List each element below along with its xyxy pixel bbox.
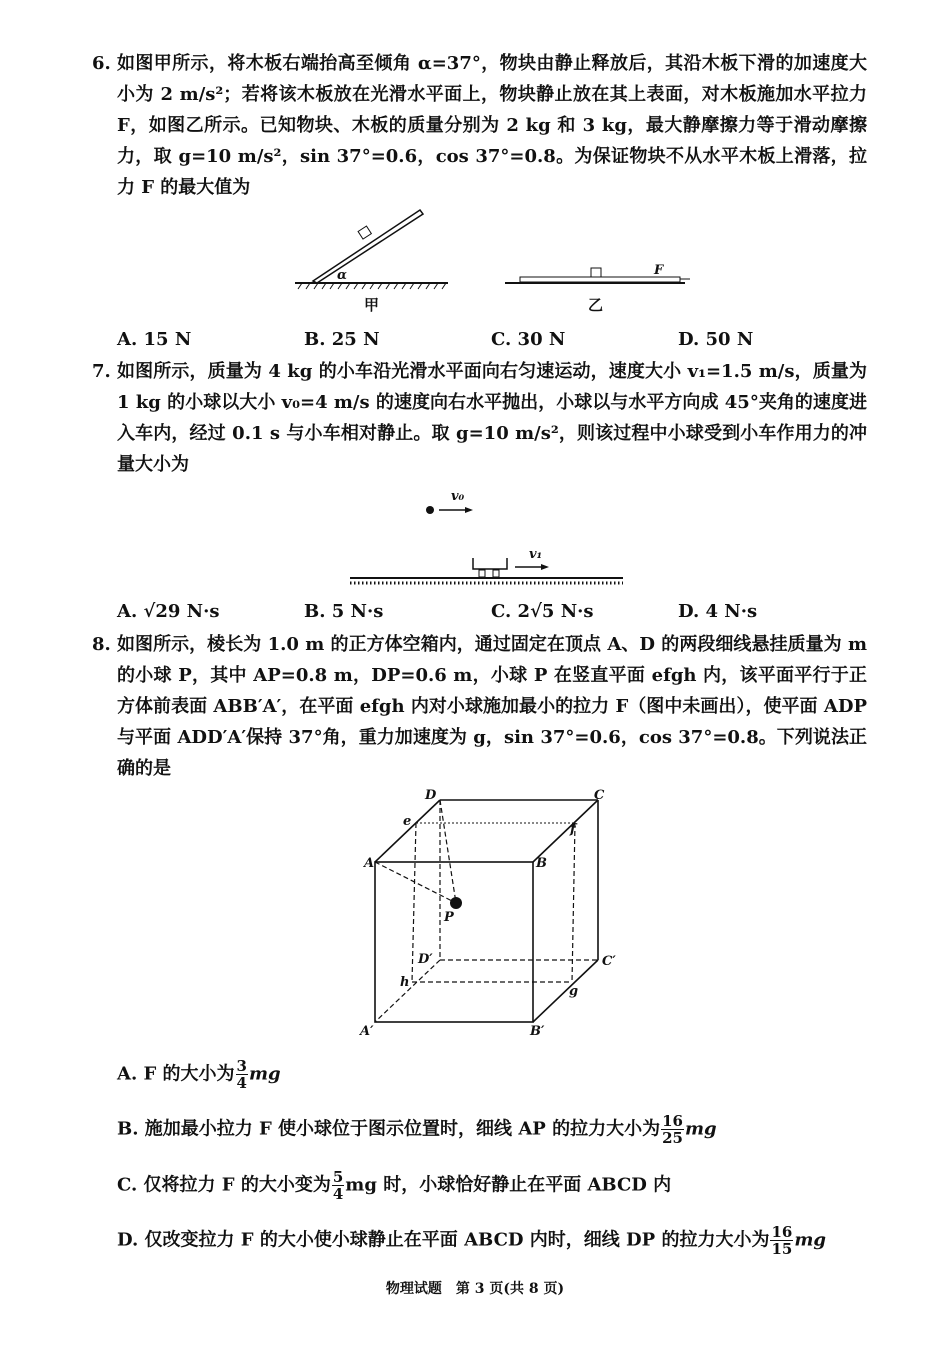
figure-cube <box>350 785 630 1045</box>
vertex-a-prime-label: A′ <box>360 1024 374 1039</box>
block <box>358 226 371 239</box>
question-8 <box>92 629 867 784</box>
denominator: 25 <box>662 1129 683 1147</box>
figure-q7 <box>345 480 635 590</box>
question-text: 如图甲所示，将木板右端抬高至倾角 α=37°，物块由静止释放后，其沿木板下滑的加速度大小为 2 m/s²；若将该木板放在光滑水平面上，物块静止放在其上表面，对木板施加水平拉力 F，如图乙所示。已知物块、木板的质量分别为 2 kg 和 3 kg，最大静摩擦力等于滑动摩擦力，取 g=10 m/s²，sin 37°=0.6，cos 37°=0.8。为保证物块不从水平木板上滑落，拉力 F 的最大值为 <box>117 53 867 198</box>
block <box>591 268 601 277</box>
point-f-label: f <box>570 822 576 837</box>
option-a[interactable]: A. √29 N·s <box>117 601 220 622</box>
numerator: 16 <box>771 1223 793 1241</box>
option-d[interactable]: D. 4 N·s <box>678 601 758 622</box>
question-number: 7. <box>92 361 111 382</box>
inclined-board <box>313 210 423 283</box>
option-a[interactable]: A. 15 N <box>117 329 192 350</box>
point-e-label: e <box>403 814 412 829</box>
option-text: A. F 的大小为 <box>117 1063 235 1085</box>
page-header-cut <box>0 36 950 42</box>
question-text: 如图所示，棱长为 1.0 m 的正方体空箱内，通过固定在顶点 A、D 的两段细线悬挂质量为 m 的小球 P，其中 AP=0.8 m，DP=0.6 m，小球 P 在竖直平面 efgh 内，该平面平行于正方体前表面 ABB′A′，在平面 efgh 内对小球施加最小的拉力 F（图中未画出），使平面 ADP 与平面 ADD′A′保持 37°角，重力加速度为 g，sin 37°=0.6，cos 37°=0.8。下列说法正确的是 <box>117 634 867 779</box>
option-suffix: mg <box>684 1118 717 1140</box>
option-text: D. 仅改变拉力 F 的大小使小球静止在平面 ABCD 内时，细线 DP 的拉力大小为 <box>117 1229 770 1251</box>
v0-label: v₀ <box>451 489 465 504</box>
figure-yi-label: 乙 <box>588 296 604 314</box>
fraction <box>332 1169 344 1202</box>
option-b[interactable]: B. 5 N·s <box>304 601 384 622</box>
cart <box>473 558 507 569</box>
vertex-a-label: A <box>364 856 375 871</box>
ball <box>426 506 434 514</box>
figure-q6 <box>280 200 700 320</box>
option-b[interactable]: B. 25 N <box>304 329 380 350</box>
denominator: 4 <box>332 1185 344 1203</box>
question-number: 8. <box>92 634 111 655</box>
option-a[interactable] <box>117 1058 281 1091</box>
option-suffix: mg <box>248 1063 281 1085</box>
figure-jia-label: 甲 <box>364 296 380 314</box>
option-d[interactable] <box>117 1224 826 1257</box>
point-h-label: h <box>400 975 410 990</box>
point-g-label: g <box>569 984 579 999</box>
vertex-b-prime-label: B′ <box>530 1024 545 1039</box>
option-b[interactable] <box>117 1113 717 1146</box>
vertex-c-prime-label: C′ <box>602 954 616 969</box>
fraction <box>770 1224 793 1257</box>
option-c[interactable]: C. 30 N <box>491 329 566 350</box>
option-suffix: mg 时，小球恰好静止在平面 ABCD 内 <box>345 1174 672 1196</box>
option-c[interactable]: C. 2√5 N·s <box>491 601 594 622</box>
question-7 <box>92 356 867 480</box>
ball-p <box>450 897 462 909</box>
numerator: 16 <box>662 1112 683 1130</box>
denominator: 4 <box>236 1074 247 1092</box>
alpha-label: α <box>337 268 348 283</box>
question-6 <box>92 48 867 203</box>
vertex-c-label: C <box>594 788 605 803</box>
numerator: 5 <box>332 1168 344 1186</box>
question-text: 如图所示，质量为 4 kg 的小车沿光滑水平面向右匀速运动，速度大小 v₁=1.5 m/s，质量为 1 kg 的小球以大小 v₀=4 m/s 的速度向右水平抛出，小球以与水平方向成 45°夹角的速度进入车内，经过 0.1 s 与小车相对静止。取 g=10 m/s²，则该过程中小球受到小车作用力的冲量大小为 <box>117 361 867 475</box>
fraction <box>236 1058 248 1091</box>
force-label: F <box>654 263 664 278</box>
option-c[interactable] <box>117 1169 671 1202</box>
point-p-label: P <box>444 910 454 925</box>
option-text: C. 仅将拉力 F 的大小变为 <box>117 1174 331 1196</box>
numerator: 3 <box>236 1057 247 1075</box>
option-suffix: mg <box>794 1229 826 1251</box>
vertex-b-label: B <box>536 856 547 871</box>
question-number: 6. <box>92 53 111 74</box>
options-q7 <box>117 601 865 622</box>
option-d[interactable]: D. 50 N <box>678 329 754 350</box>
vertex-d-prime-label: D′ <box>418 952 433 967</box>
options-q6 <box>117 329 865 350</box>
v1-label: v₁ <box>529 547 543 562</box>
vertex-d-label: D <box>425 788 437 803</box>
option-text: B. 施加最小拉力 F 使小球位于图示位置时，细线 AP 的拉力大小为 <box>117 1118 661 1140</box>
page-footer: 物理试题 第 3 页(共 8 页) <box>385 1281 565 1297</box>
denominator: 15 <box>771 1240 793 1258</box>
fraction <box>661 1113 684 1146</box>
